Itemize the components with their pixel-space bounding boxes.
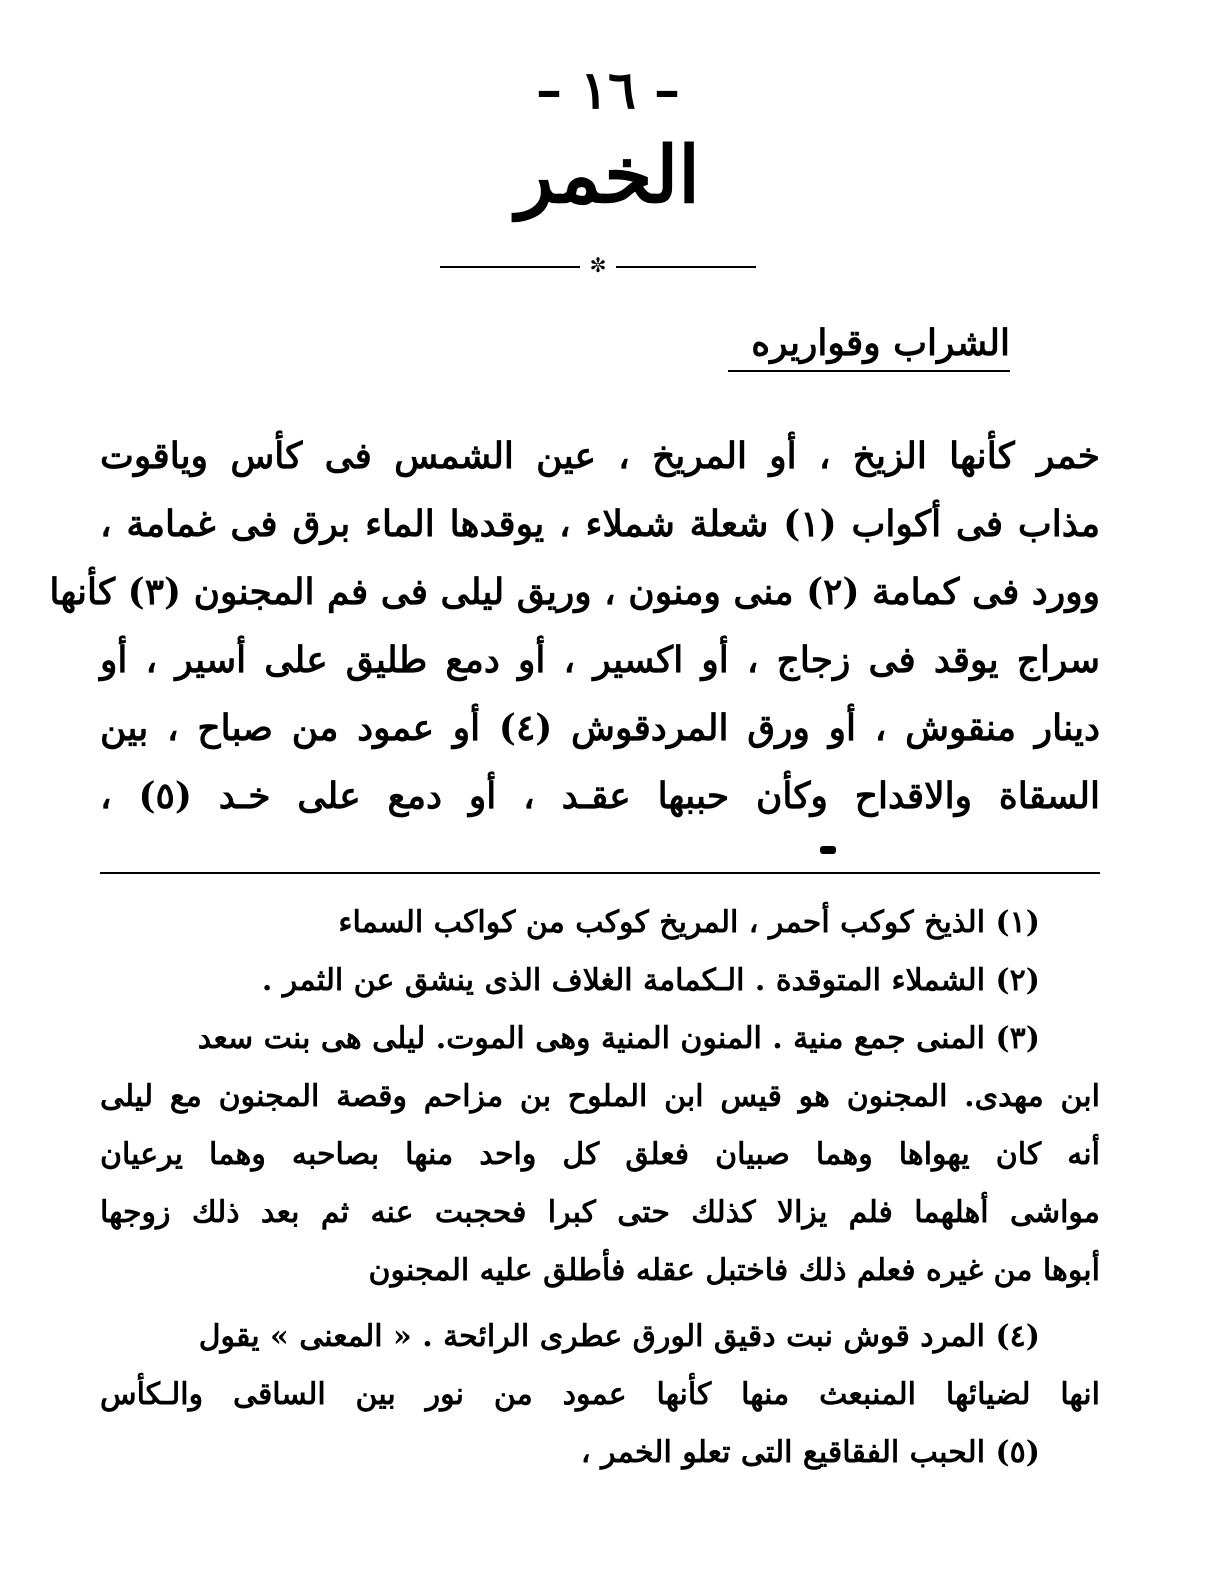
footnote-line: (٤) المرد قوش نبت دقيق الورق عطرى الرائحة . « المعنى » يقول	[198, 1319, 1040, 1354]
footnote-line: (٣) المنى جمع منية . المنون المنية وهى الموت. ليلى هى بنت سعد	[197, 1021, 1040, 1056]
footnote-line: ابن مهدى. المجنون هو قيس ابن الملوح بن مزاحم وقصة المجنون مع ليلى	[100, 1079, 1100, 1114]
footnote-line: (٢) الشملاء المتوقدة . الـكمامة الغلاف الذى ينشق عن الثمر .	[261, 963, 1040, 998]
body-line: وورد فى كمامة (٢) منى ومنون ، وريق ليلى فى فم المجنون (٣) كأنها	[49, 571, 1100, 613]
title-ornament	[440, 253, 756, 277]
body-line: السقاة والاقداح وكأن حببها عقـد ، أو دمع على خـد (٥) ،	[100, 775, 1101, 817]
footnote-divider	[100, 872, 1100, 874]
footnote-line: أبوها من غيره فعلم ذلك فاختبل عقله فأطلق عليه المجنون	[368, 1253, 1100, 1288]
page-number: – ١٦ –	[535, 60, 681, 121]
body-line: خمر كأنها الزيخ ، أو المريخ ، عين الشمس فى كأس وياقوت	[100, 435, 1100, 477]
ornament-star-icon: ✼	[589, 253, 607, 277]
section-heading: الشراب وقواريره	[728, 322, 1010, 372]
ornament-line-left	[440, 266, 580, 268]
footnote-line: (١) الذيخ كوكب أحمر ، المريخ كوكب من كواكب السماء	[338, 905, 1040, 940]
ink-mark	[820, 846, 836, 854]
footnote-line: انها لضيائها المنبعث منها كأنها عمود من نور بين الساقى والـكأس	[100, 1377, 1100, 1412]
footnote-line: مواشى أهلهما فلم يزالا كذلك حتى كبرا فحجبت عنه ثم بعد ذلك زوجها	[100, 1195, 1100, 1230]
chapter-title: الخمر	[516, 130, 700, 221]
body-text	[49, 422, 1101, 830]
footnote-line: أنه كان يهواها وهما صبيان فعلق كل واحد منها بصاحبه وهما يرعيان	[100, 1137, 1100, 1172]
body-line: مذاب فى أكواب (١) شعلة شملاء ، يوقدها الماء برق فى غمامة ،	[100, 503, 1100, 545]
body-line: دينار منقوش ، أو ورق المردقوش (٤) أو عمود من صباح ، بين	[100, 707, 1100, 749]
footnotes	[100, 894, 1100, 1482]
body-line: سراج يوقد فى زجاج ، أو اكسير ، أو دمع طليق على أسير ، أو	[100, 639, 1100, 681]
ornament-line-right	[616, 266, 756, 268]
footnote-line: (٥) الحبب الفقاقيع التى تعلو الخمر ،	[580, 1435, 1040, 1470]
